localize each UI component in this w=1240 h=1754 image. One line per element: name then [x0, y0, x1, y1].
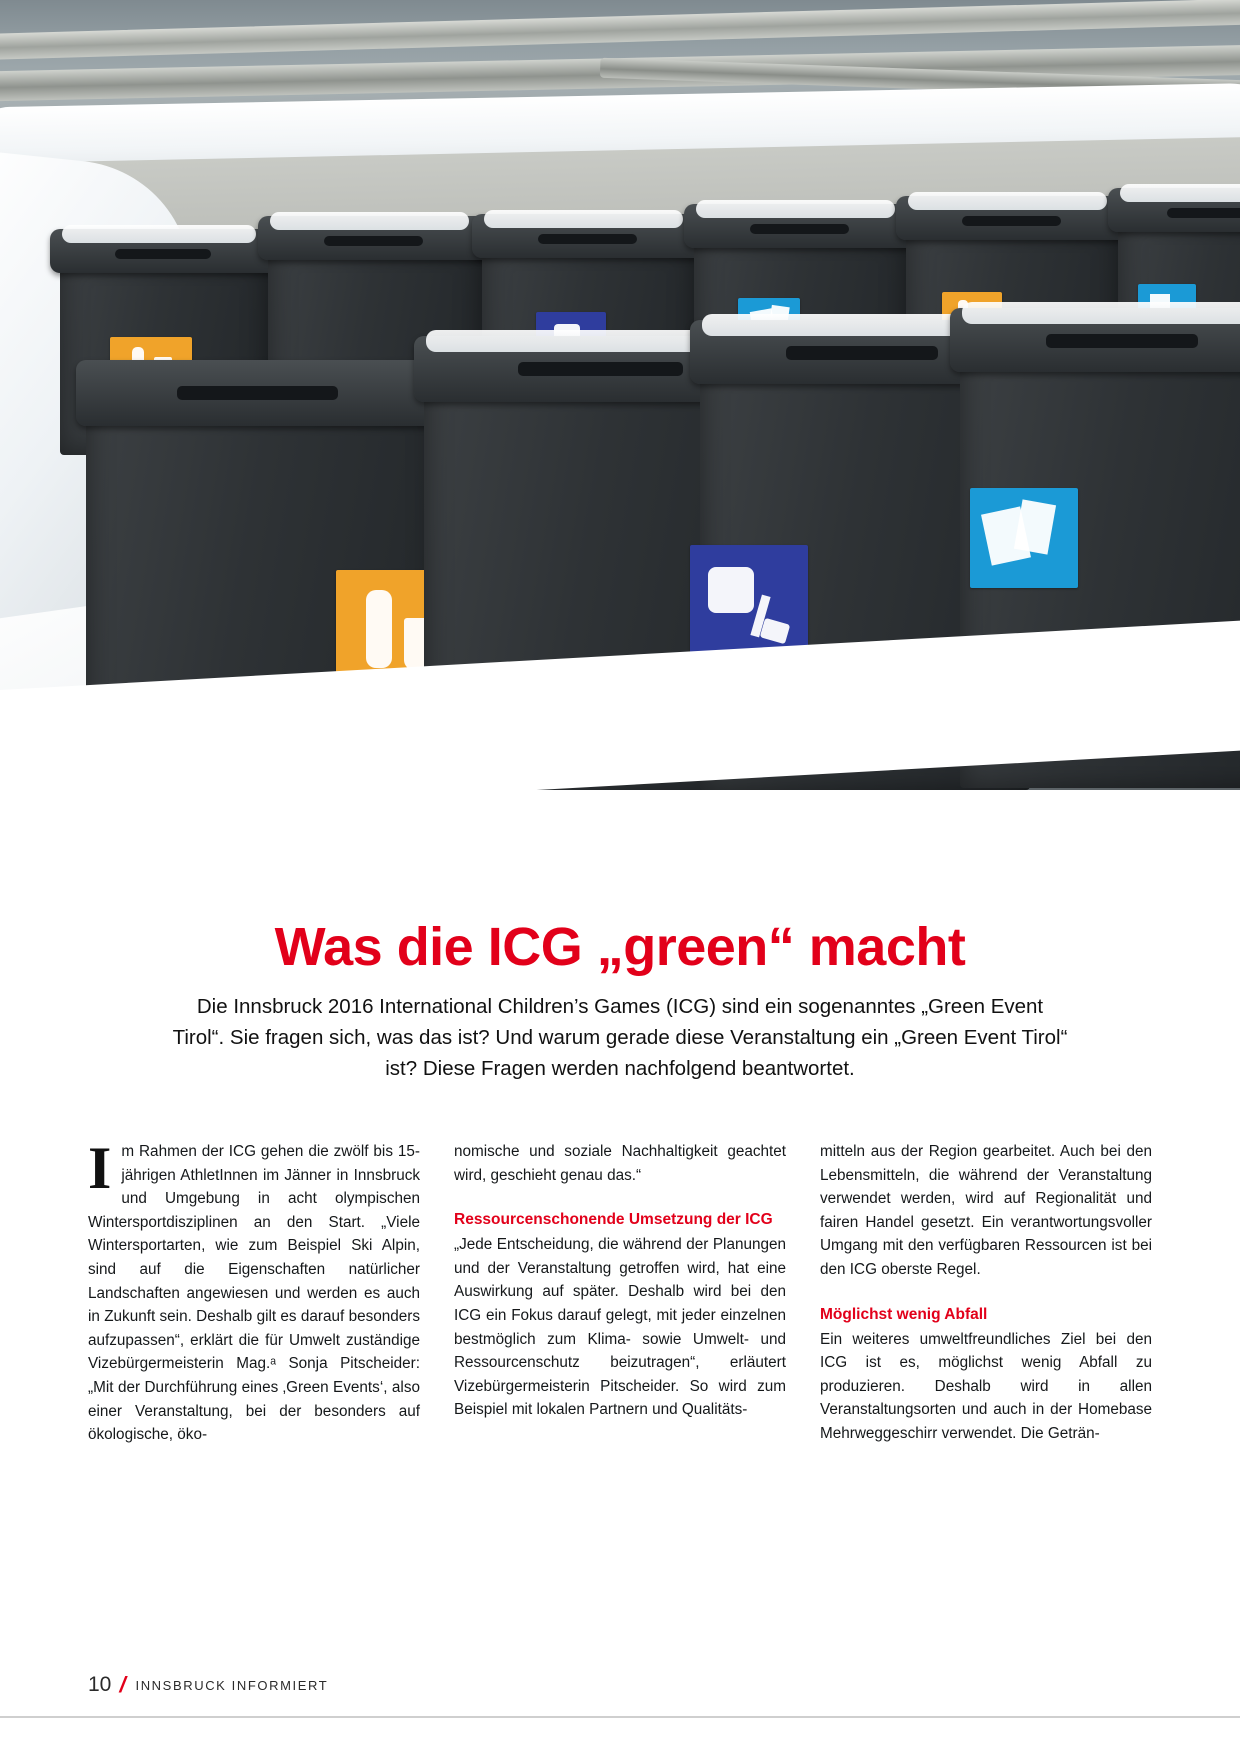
- bin-handle: [1046, 334, 1198, 348]
- page-title: Was die ICG „green“ macht: [274, 917, 966, 978]
- footer-rule: [0, 1716, 1240, 1718]
- bin-handle: [962, 216, 1061, 226]
- article-column-1: [88, 1135, 420, 1447]
- paragraph-text: m Rahmen der ICG gehen die zwölf bis 15-jährigen AthletInnen im Jänner in Innsbruck und Umgebung in acht olympischen Wintersportdisziplinen an den Start. „Viele Wintersportarten, wie zum Beispiel Ski Alpin, sind auf die Eigenschaften natürlicher Landschaften angewiesen und werden es auch in Zukunft sein. Deshalb gilt es darauf besonders aufzupassen“, erklärt die für Umwelt zuständige Vizebürgermeisterin Mag.ᵃ Sonja Pitscheider: „Mit der Durchführung eines ‚Green Events‘, also einer Veranstaltung, bei der besonders auf ökologische, öko-: [88, 1143, 420, 1444]
- bin-handle: [177, 386, 338, 400]
- bin-snow: [962, 302, 1240, 324]
- paragraph-with-dropcap: [88, 1135, 420, 1447]
- bin-handle: [786, 346, 938, 360]
- bin-sticker-blue: [690, 545, 808, 655]
- bin-handle: [538, 234, 637, 244]
- bin-snow: [62, 225, 256, 243]
- bin-handle: [518, 362, 684, 376]
- article-standfirst: Die Innsbruck 2016 International Children’s Games (ICG) sind ein sogenanntes „Green Event Tirol“. Sie fragen sich, was das ist? Und warum gerade diese Veranstaltung ein „Green Event Tirol“ ist? Diese Fragen werden nachfolgend beantwortet.: [172, 994, 1068, 1080]
- article-photo: [0, 0, 1240, 790]
- bin-snow: [696, 200, 895, 218]
- bin-snow: [908, 192, 1107, 210]
- paragraph-text: nomische und soziale Nachhaltigkeit geachtet wird, geschieht genau das.“: [454, 1143, 786, 1184]
- bin-sticker-cyan: [970, 488, 1078, 588]
- masthead-label: INNSBRUCK INFORMIERT: [135, 1677, 329, 1693]
- bin-snow: [1120, 184, 1240, 202]
- bin-snow: [484, 210, 683, 228]
- bin-handle: [115, 249, 212, 259]
- bin-snow: [270, 212, 469, 230]
- bin-handle: [750, 224, 849, 234]
- article-column-2: [454, 1140, 786, 1447]
- bin-handle: [1167, 208, 1240, 218]
- article-column-3: [820, 1140, 1152, 1447]
- article-body: [88, 1135, 1152, 1447]
- paragraph-text: Ein weiteres umweltfreundliches Ziel bei den ICG ist es, möglichst wenig Abfall zu produzieren. Deshalb wird in allen Veranstaltungsorten und auch in der Homebase Mehrweggeschirr verwendet. Die Geträn-: [820, 1330, 1152, 1442]
- section-subhead: Ressourcenschonende Umsetzung der ICG: [454, 1211, 773, 1229]
- drop-cap: I: [88, 1135, 112, 1201]
- footer-separator: /: [117, 1672, 130, 1697]
- section-subhead: Möglichst wenig Abfall: [820, 1305, 988, 1323]
- paragraph-text: „Jede Entscheidung, die während der Planungen und der Veranstaltung getroffen wird, hat eine Auswirkung auf später. Deshalb wird bei den ICG ein Fokus darauf gelegt, mit jeder einzelnen bestmöglich zum Klima- sowie Umwelt- und Ressourcenschutz beizutragen“, erläutert Vizebürgermeisterin Pitscheider. So wird zum Beispiel mit lokalen Partnern und Qualitäts-: [454, 1236, 786, 1419]
- page-footer: [88, 1672, 1152, 1698]
- page-number: 10: [88, 1673, 112, 1696]
- bin-handle: [324, 236, 423, 246]
- paragraph-text: mitteln aus der Region gearbeitet. Auch bei den Lebensmitteln, die während der Veranstaltung verwendet werden, wird auf Regionalität und fairen Handel gesetzt. Ein verantwortungsvoller Umgang mit den verfügbaren Ressourcen ist bei den ICG oberste Regel.: [820, 1143, 1152, 1278]
